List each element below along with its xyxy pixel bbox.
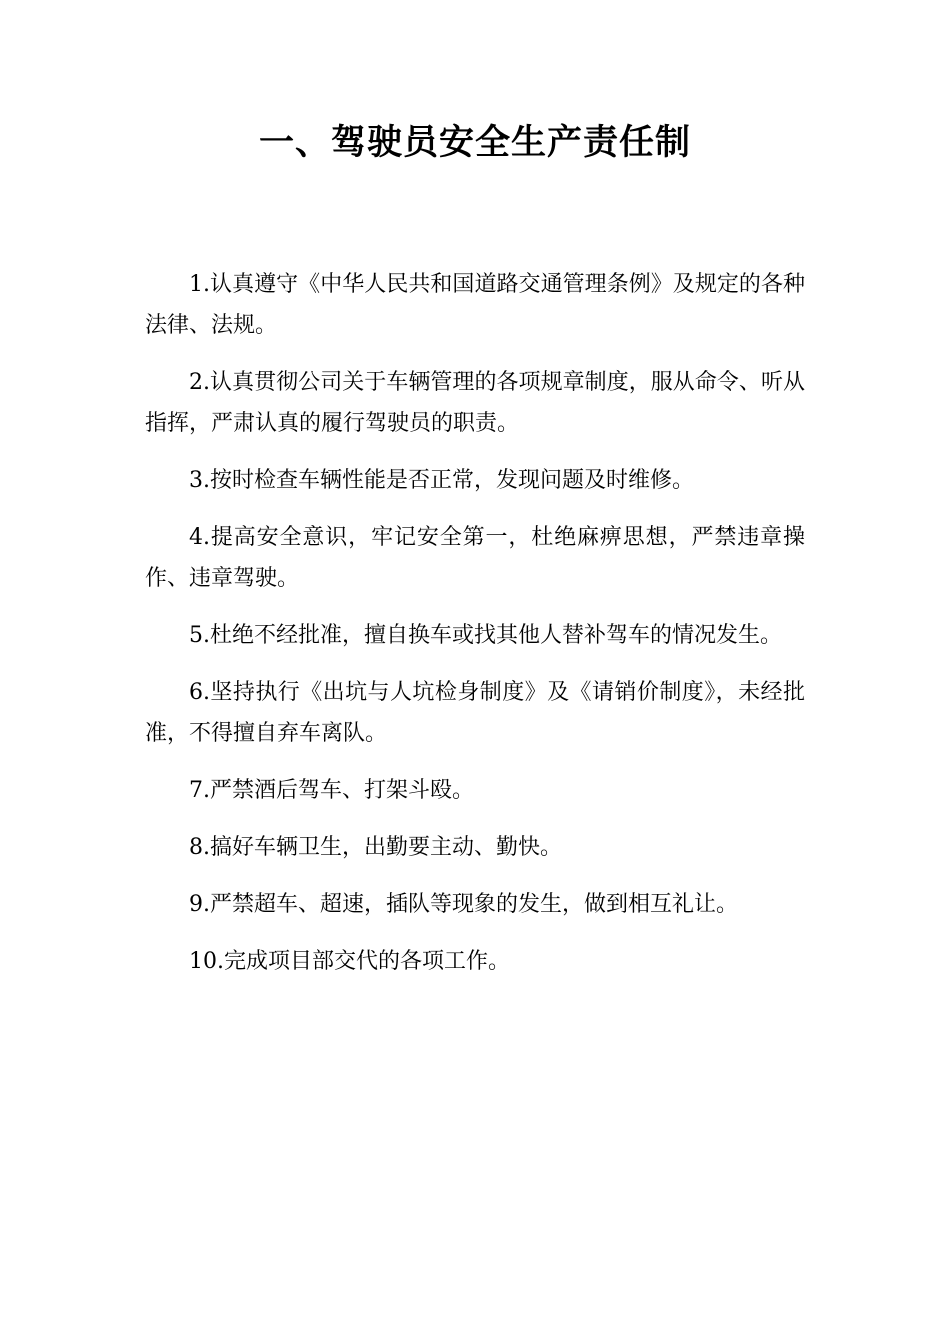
- clause-6: 6.坚持执行《出坑与人坑检身制度》及《请销价制度》，未经批准，不得擅自弃车离队。: [145, 680, 805, 746]
- clause-1: 1.认真遵守《中华人民共和国道路交通管理条例》及规定的各种法律、法规。: [145, 272, 805, 338]
- clause-8: 8.搞好车辆卫生，出勤要主动、勤快。: [189, 835, 562, 860]
- clause-list: [145, 264, 805, 998]
- clause-3: 3.按时检查车辆性能是否正常，发现问题及时维修。: [189, 468, 694, 493]
- clause-4: 4.提高安全意识，牢记安全第一，杜绝麻痹思想，严禁违章操作、违章驾驶。: [145, 525, 805, 591]
- clause-2: 2.认真贯彻公司关于车辆管理的各项规章制度，服从命令、听从指挥，严肃认真的履行驾驶员的职责。: [145, 370, 805, 436]
- clause-9: 9.严禁超车、超速，插队等现象的发生，做到相互礼让。: [189, 892, 738, 917]
- clause-7: 7.严禁酒后驾车、打架斗殴。: [189, 778, 474, 803]
- clause-5: 5.杜绝不经批准，擅自换车或找其他人替补驾车的情况发生。: [189, 623, 782, 648]
- page-title: 一、驾驶员安全生产责任制: [258, 123, 691, 163]
- clause-10: 10.完成项目部交代的各项工作。: [189, 949, 510, 974]
